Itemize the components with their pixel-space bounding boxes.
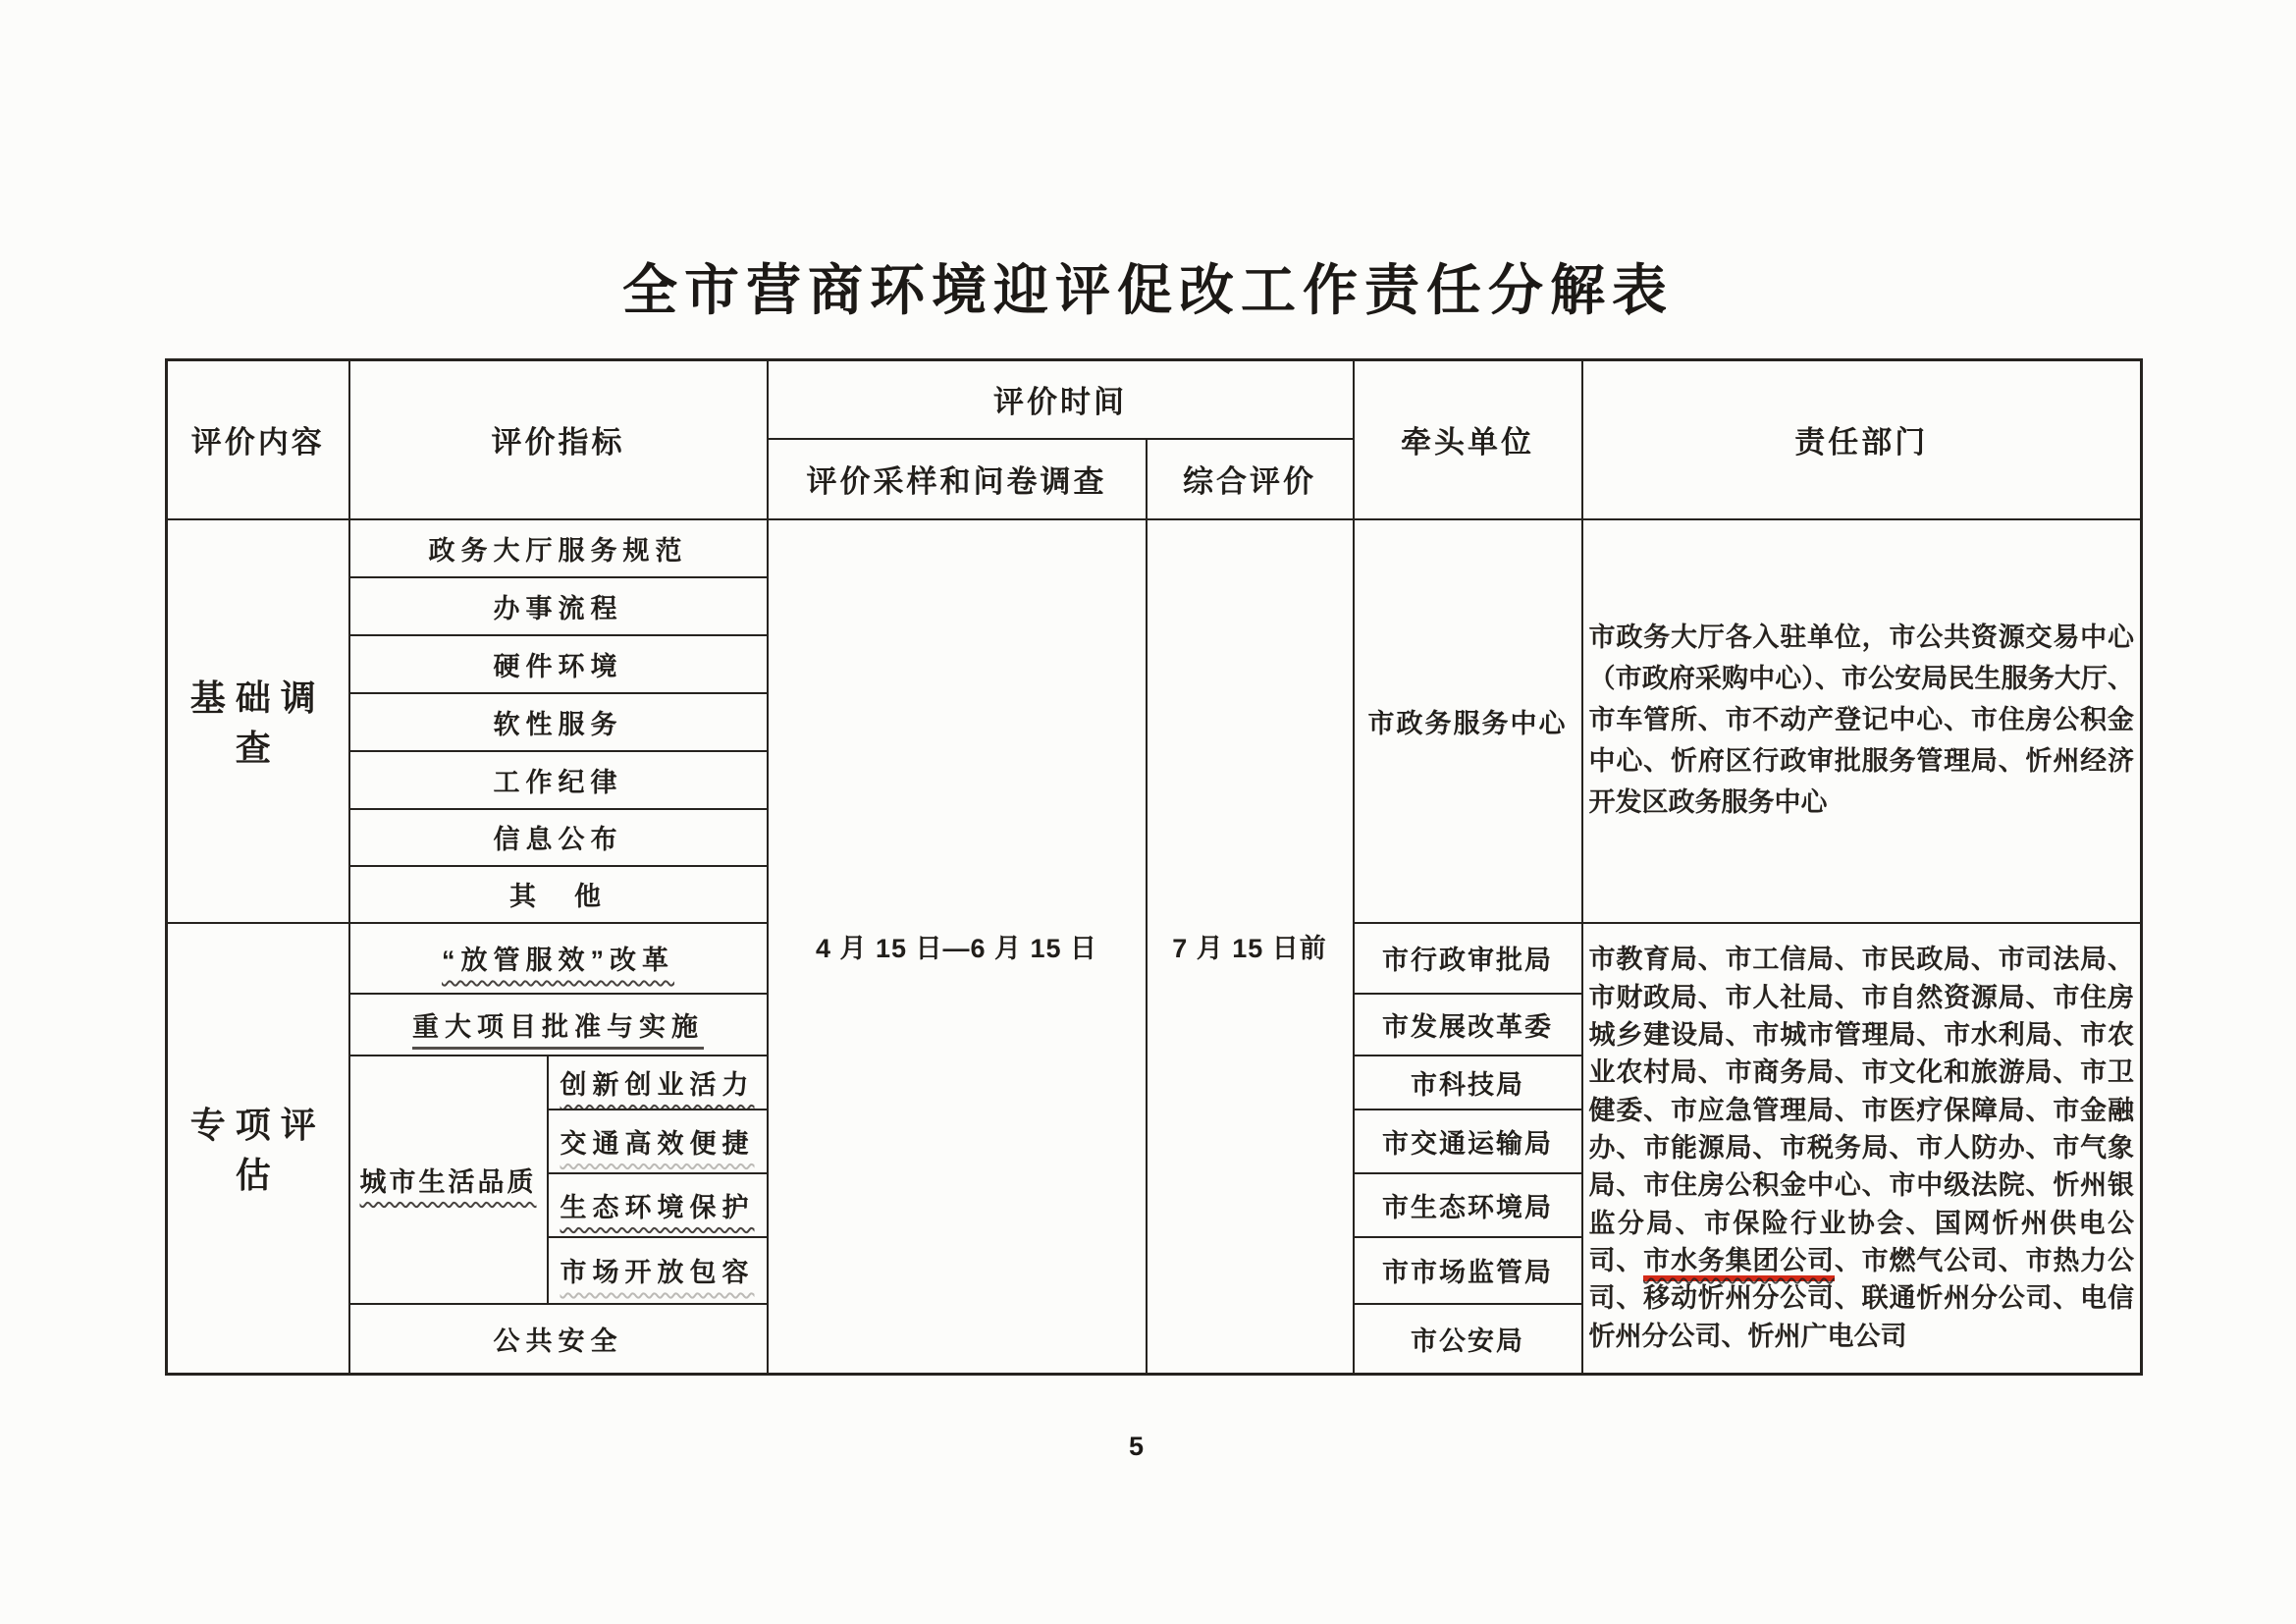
header-responsible-dept: 责任部门 (1582, 360, 2142, 519)
indicator-label: “放管服效”改革 (442, 946, 674, 975)
indicator-cell (548, 1056, 768, 1110)
header-time-overall: 综合评价 (1147, 439, 1354, 519)
lead-unit-cell: 市交通运输局 (1354, 1110, 1582, 1173)
lead-unit-cell: 市科技局 (1354, 1056, 1582, 1110)
header-lead-unit: 牵头单位 (1354, 360, 1582, 519)
indicator-cell (349, 519, 768, 577)
indicator-cell (349, 751, 768, 809)
eval-overall-deadline: 7 月 15 日前 (1147, 519, 1354, 1375)
table-row (167, 519, 2142, 577)
indicator-cell (349, 809, 768, 866)
lead-unit-cell: 市市场监管局 (1354, 1237, 1582, 1304)
responsible-text-basic: 市政务大厅各入驻单位，市公共资源交易中心（市政府采购中心）、市公安局民生服务大厅、市车管所、市不动产登记中心、市住房公积金中心、忻府区行政审批服务管理局、忻州经济开发区政务服务中心 (1588, 623, 2134, 817)
lead-unit-cell: 市生态环境局 (1354, 1173, 1582, 1237)
indicator-cell (349, 1304, 768, 1375)
responsible-text-before: 市教育局、市工信局、市民政局、市司法局、市财政局、市人社局、市自然资源局、市住房城乡建设局、市城市管理局、市水利局、市农业农村局、市商务局、市文化和旅游局、市卫健委、市应急管理局、市医疗保障局、市金融办、市能源局、市税务局、市人防办、市气象局、市住房公积金中心、市中级法院、忻州银监分局、市保险行业协会、国网忻州供电公司、 (1588, 945, 2134, 1276)
document-title: 全市营商环境迎评促改工作责任分解表 (622, 261, 1674, 322)
indicator-label: 信息公布 (493, 825, 623, 854)
indicator-cell (349, 994, 768, 1056)
lead-unit-cell: 市行政审批局 (1354, 923, 1582, 994)
lead-unit-cell: 市发展改革委 (1354, 994, 1582, 1056)
responsible-text-special (1589, 941, 2135, 1355)
indicator-label: 市场开放包容 (560, 1258, 755, 1287)
indicator-label: 重大项目批准与实施 (412, 1011, 704, 1042)
indicator-label: 政务大厅服务规范 (428, 535, 688, 566)
indicator-cell (548, 1237, 768, 1304)
indicator-cell (349, 866, 768, 923)
indicator-label: 公共安全 (493, 1326, 623, 1356)
indicator-cell (349, 577, 768, 635)
section-special-assessment: 专项评估 (167, 923, 349, 1375)
header-eval-indicator: 评价指标 (349, 360, 768, 519)
indicator-label: 软性服务 (493, 709, 623, 739)
indicator-group-label: 城市生活品质 (359, 1166, 537, 1197)
indicator-label: 办事流程 (493, 593, 623, 623)
indicator-cell (349, 923, 768, 994)
indicator-label: 硬件环境 (493, 651, 623, 681)
indicator-label: 生态环境保护 (560, 1192, 755, 1222)
indicator-cell (349, 693, 768, 751)
responsible-dept-special (1582, 923, 2142, 1375)
header-row-1 (167, 360, 2142, 439)
indicator-label: 其 他 (509, 882, 607, 911)
header-time-sample: 评价采样和问卷调查 (768, 439, 1147, 519)
red-underlined-text: 市水务集团公司 (1643, 1246, 1835, 1281)
lead-unit-cell: 市政务服务中心 (1354, 519, 1582, 923)
indicator-label: 交通高效便捷 (560, 1128, 755, 1159)
header-eval-content: 评价内容 (167, 360, 349, 519)
section-basic-survey: 基础调查 (167, 519, 349, 923)
eval-sample-period: 4 月 15 日—6 月 15 日 (768, 519, 1147, 1375)
indicator-label: 工作纪律 (493, 767, 623, 797)
indicator-cell (548, 1110, 768, 1173)
responsibility-table (165, 358, 2143, 1376)
indicator-group-city-life (349, 1056, 548, 1304)
lead-unit-cell: 市公安局 (1354, 1304, 1582, 1375)
indicator-cell (548, 1173, 768, 1237)
responsible-dept-basic (1582, 519, 2142, 923)
page-number: 5 (1129, 1432, 1145, 1461)
responsible-text-after: 、市燃气公司、市热力公司、移动忻州分公司、联通忻州分公司、电信忻州分公司、忻州广电公司 (1588, 1246, 2135, 1351)
indicator-label: 创新创业活力 (560, 1069, 755, 1100)
indicator-cell (349, 635, 768, 693)
header-eval-time: 评价时间 (768, 360, 1354, 439)
